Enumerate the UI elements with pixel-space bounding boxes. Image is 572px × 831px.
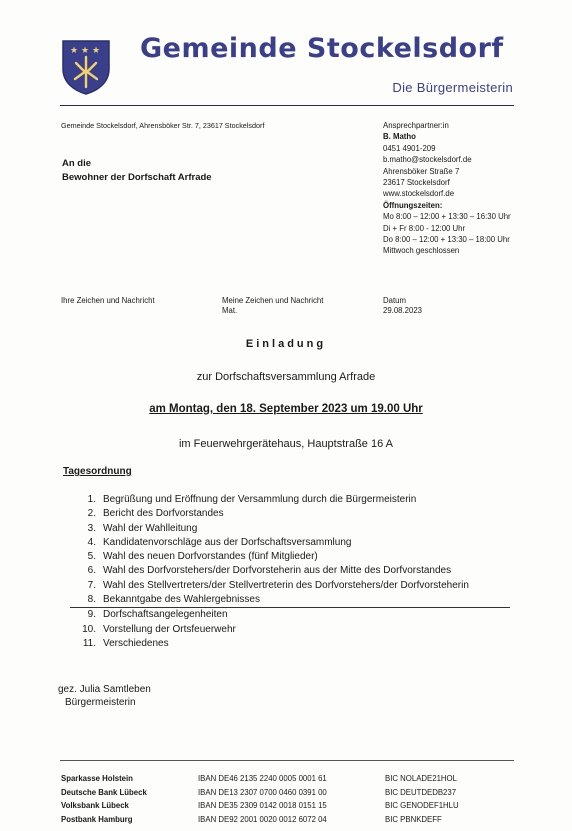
meeting-datetime: am Montag, den 18. September 2023 um 19.00 Uhr [149, 403, 423, 415]
bank-names [61, 772, 147, 826]
footer-divider [60, 760, 514, 761]
agenda-item: 11. Verschiedenes [82, 637, 169, 649]
agenda-item: 4. Kandidatenvorschläge aus der Dorfschaftsversammlung [87, 536, 352, 548]
my-reference-label: Meine Zeichen und Nachricht [222, 296, 324, 305]
signature-name: gez. Julia Samtleben [58, 684, 151, 695]
svg-text:★: ★ [92, 46, 101, 56]
opening-hours-label: Öffnungszeiten: [383, 200, 443, 210]
svg-text:★: ★ [81, 46, 90, 56]
date-value: 29.08.2023 [383, 306, 423, 315]
bank-name: Postbank Hamburg [61, 814, 133, 824]
opening-hours-line: Di + Fr 8:00 - 12:00 Uhr [383, 223, 466, 233]
agenda-item: 9. Dorfschaftsangelegenheiten [87, 609, 228, 621]
office-name: Die Bürgermeisterin [392, 80, 513, 95]
bank-name: Sparkasse Holstein [61, 774, 133, 783]
date-label: Datum [383, 296, 406, 305]
agenda-item: 6. Wahl des Dorfvorstehers/der Dorfvorsteherin aus der Mitte des Dorfvorstandes [87, 565, 452, 577]
contact-name: B. Matho [383, 132, 416, 142]
bank-iban: IBAN DE35 2309 0142 0018 0151 15 [198, 801, 327, 810]
meeting-location: im Feuerwehrgerätehaus, Hauptstraße 16 A [178, 438, 393, 450]
bank-ibans [198, 772, 327, 826]
bank-bics [385, 772, 459, 826]
bank-bic: BIC PBNKDEFF [385, 814, 442, 824]
contact-phone: 0451 4901-209 [383, 143, 436, 153]
letter-title: Einladung [245, 338, 327, 350]
agenda-item: 7. Wahl des Stellvertreters/der Stellvertreterin des Dorfvorstehers/der Dorfvorsteherin [87, 579, 469, 591]
sender-address: Gemeinde Stockelsdorf, Ahrensböker Str. 7, 23617 Stockelsdorf [61, 121, 265, 130]
agenda-list [70, 493, 510, 651]
bank-name: Deutsche Bank Lübeck [61, 787, 147, 797]
bank-iban: IBAN DE46 2135 2240 0005 0001 61 [198, 774, 327, 783]
svg-text:★: ★ [70, 46, 79, 56]
recipient-block [62, 157, 212, 185]
opening-hours-line: Mittwoch geschlossen [383, 246, 460, 256]
letter-subtitle: zur Dorfschaftsversammlung Arfrade [196, 371, 376, 383]
agenda-item: 10. Vorstellung der Ortsfeuerwehr [82, 623, 236, 635]
contact-block [383, 120, 511, 257]
bank-name: Volksbank Lübeck [61, 801, 129, 810]
coat-of-arms-icon [61, 39, 111, 95]
contact-email: b.matho@stockelsdorf.de [383, 155, 472, 165]
agenda-item: 1. Begrüßung und Eröffnung der Versammlung durch die Bürgermeisterin [87, 494, 417, 505]
agenda-item: 3. Wahl der Wahlleitung [87, 522, 198, 534]
letter-date [383, 296, 422, 316]
recipient-line: Bewohner der Dorfschaft Arfrade [62, 172, 212, 183]
recipient-line: An die [62, 158, 92, 169]
agenda-item: 2. Bericht des Dorfvorstandes [87, 508, 224, 520]
contact-web: www.stockelsdorf.de [383, 189, 455, 199]
bank-bic: BIC NOLADE21HOL [385, 774, 457, 783]
organization-name: Gemeinde Stockelsdorf [140, 33, 504, 64]
opening-hours-line: Mo 8:00 – 12:00 + 13:30 – 16:30 Uhr [383, 212, 511, 222]
header-divider [60, 105, 514, 106]
bank-bic: BIC GENODEF1HLU [385, 801, 459, 810]
opening-hours-line: Do 8:00 – 12:00 + 13:30 – 18:00 Uhr [383, 235, 510, 245]
agenda-item: 5. Wahl des neuen Dorfvorstandes (fünf Mitglieder) [87, 551, 318, 563]
agenda-item: 8. Bekanntgabe des Wahlergebnisses [70, 593, 510, 608]
bank-iban: IBAN DE92 2001 0020 0012 6072 04 [198, 814, 327, 824]
my-reference-value: Mat. [222, 306, 238, 315]
your-reference-label: Ihre Zeichen und Nachricht [61, 296, 155, 305]
contact-label: Ansprechpartner:in [383, 121, 449, 130]
my-reference [222, 296, 323, 316]
agenda-heading: Tagesordnung [63, 466, 132, 477]
bank-bic: BIC DEUTDEDB237 [385, 787, 457, 797]
signature-role: Bürgermeisterin [65, 697, 136, 708]
signature-block [58, 683, 151, 709]
bank-iban: IBAN DE13 2307 0700 0460 0391 00 [198, 787, 327, 797]
contact-street: Ahrensböker Straße 7 [383, 166, 460, 176]
contact-city: 23617 Stockelsdorf [383, 178, 450, 188]
